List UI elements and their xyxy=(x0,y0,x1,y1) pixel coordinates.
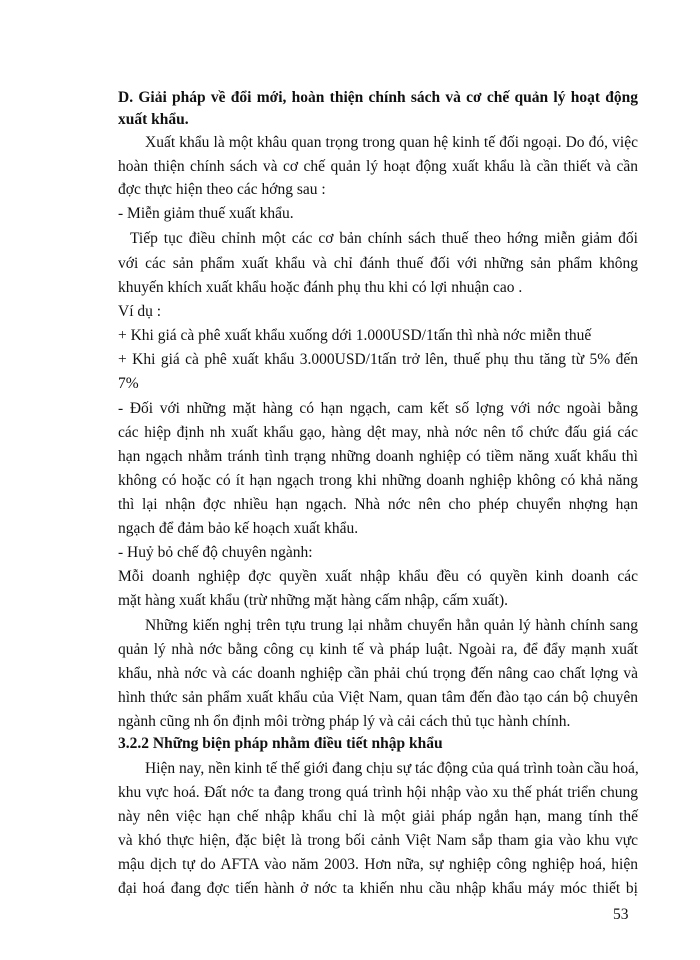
paragraph-line: Hiện nay, nền kinh tế thế giới đang chịu sự tác động của quá trình toàn cầu hoá, xyxy=(145,760,639,777)
paragraph-line: hình thức sản phẩm xuất khẩu của Việt Nam, quan tâm đến đào tạo cán bộ chuyên xyxy=(118,689,638,706)
paragraph-line: quản lý nhà nớc bằng công cụ kinh tế và pháp luật. Ngoài ra, để đẩy mạnh xuất xyxy=(118,641,638,658)
list-item-title: - Miễn giảm thuế xuất khẩu. xyxy=(118,205,294,222)
section-heading-cont: xuất khẩu. xyxy=(118,111,189,128)
paragraph-line: đại hoá đang đợc tiến hành ở nớc ta khiến nhu cầu nhập khẩu máy móc thiết bị xyxy=(118,880,638,897)
section-heading: D. Giải pháp về đổi mới, hoàn thiện chính sách và cơ chế quản lý hoạt động xyxy=(118,89,638,106)
page-number: 53 xyxy=(613,906,629,923)
example-line: + Khi giá cà phê xuất khẩu 3.000USD/1tấn trở lên, thuế phụ thu tăng từ 5% đến xyxy=(118,351,638,368)
paragraph-line: khẩu, nhà nớc và các doanh nghiệp cần phải chú trọng đến nâng cao chất lợng và xyxy=(118,665,638,682)
subsection-heading: 3.2.2 Những biện pháp nhằm điều tiết nhập khẩu xyxy=(118,735,443,752)
list-item-title: - Huỷ bỏ chế độ chuyên ngành: xyxy=(118,544,313,561)
paragraph-line: này nên việc hạn chế nhập khẩu chỉ là một giải pháp ngắn hạn, mang tính thế xyxy=(118,808,638,825)
paragraph-line: hạn ngạch nhằm tránh tình trạng những doanh nghiệp có tiềm năng xuất khẩu thì xyxy=(118,448,638,465)
paragraph-line: Tiếp tục điều chỉnh một các cơ bản chính sách thuế theo hớng miễn giảm đối xyxy=(130,230,638,247)
paragraph-line: mậu dịch tự do AFTA vào năm 2003. Hơn nữa, sự nghiệp công nghiệp hoá, hiện xyxy=(118,856,638,873)
paragraph-line: khuyến khích xuất khẩu hoặc đánh phụ thu khi có lợi nhuận cao . xyxy=(118,279,523,296)
paragraph-line: khu vực hoá. Đất nớc ta đang trong quá trình hội nhập vào xu thế phát triển chung xyxy=(118,784,638,801)
paragraph-line: không có hoặc có ít hạn ngạch trong khi những doanh nghiệp không có khả năng xyxy=(118,472,638,489)
paragraph-line: hoàn thiện chính sách và cơ chế quản lý hoạt động xuất khẩu là cần thiết và cần xyxy=(118,158,638,175)
paragraph-line: đợc thực hiện theo các hớng sau : xyxy=(118,181,326,198)
paragraph-line: thì lại nhận đợc nhiều hạn ngạch. Nhà nớc nên cho phép chuyển nhợng hạn xyxy=(118,496,638,513)
example-label: Ví dụ : xyxy=(118,303,162,320)
paragraph-line: ngành cũng nh ổn định môi trờng pháp lý và cải cách thủ tục hành chính. xyxy=(118,713,571,730)
example-line: 7% xyxy=(118,375,139,392)
paragraph-line: Mỗi doanh nghiệp đợc quyền xuất nhập khẩu đều có quyền kinh doanh các xyxy=(118,568,638,585)
paragraph-line: Những kiến nghị trên tựu trung lại nhằm chuyển hẳn quản lý hành chính sang xyxy=(145,617,638,634)
paragraph-line: - Đối với những mặt hàng có hạn ngạch, cam kết số lợng với nớc ngoài bằng xyxy=(118,400,638,417)
paragraph-line: với các sản phẩm xuất khẩu và chỉ đánh thuế đối với những sản phẩm không xyxy=(118,255,638,272)
paragraph-line: Xuất khẩu là một khâu quan trọng trong quan hệ kinh tế đối ngoại. Do đó, việc xyxy=(145,134,638,151)
example-line: + Khi giá cà phê xuất khẩu xuống dới 1.000USD/1tấn thì nhà nớc miễn thuế xyxy=(118,327,592,344)
paragraph-line: và khó thực hiện, đặc biệt là trong bối cảnh Việt Nam sắp tham gia vào khu vực xyxy=(118,832,638,849)
paragraph-line: mặt hàng xuất khẩu (trừ những mặt hàng cấm nhập, cấm xuất). xyxy=(118,592,508,609)
paragraph-line: các hiệp định nh xuất khẩu gạo, hàng dệt may, nhà nớc nên tổ chức đấu giá các xyxy=(118,424,638,441)
paragraph-line: ngạch để đảm bảo kế hoạch xuất khẩu. xyxy=(118,520,359,537)
